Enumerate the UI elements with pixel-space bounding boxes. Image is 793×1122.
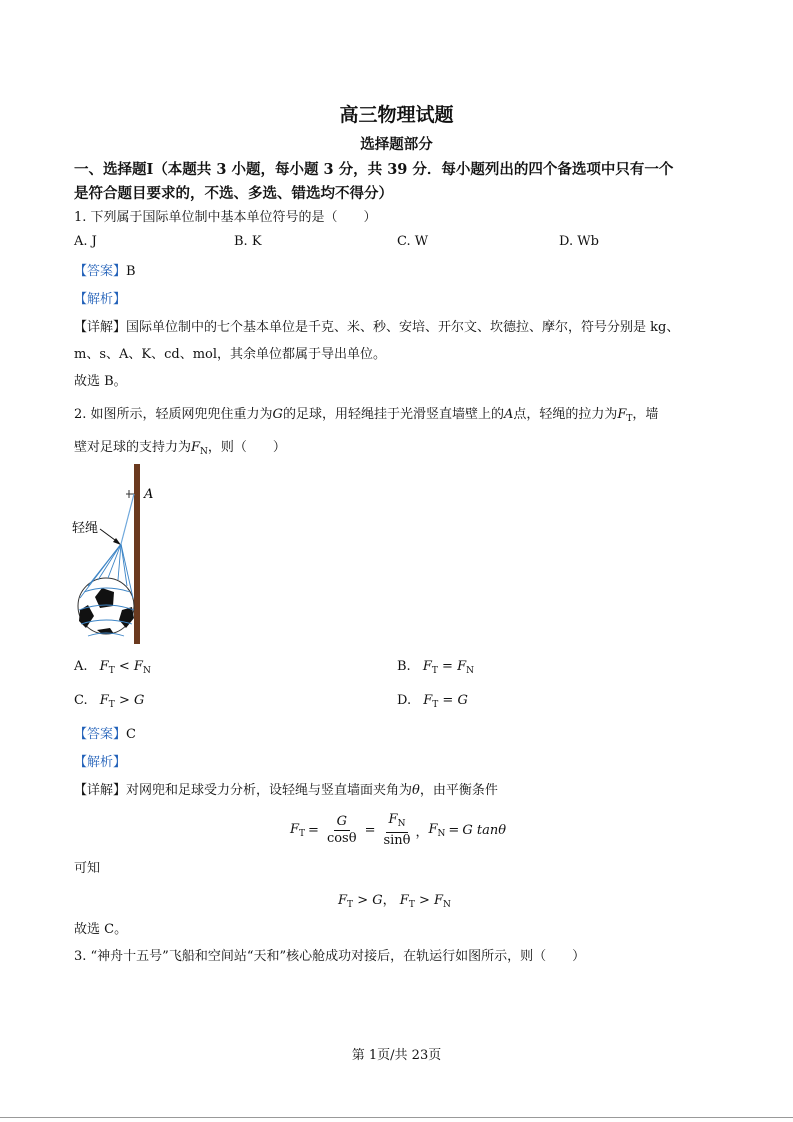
detail-text: ，由平衡条件 <box>419 783 498 798</box>
q1-option-b: B. K <box>234 234 262 249</box>
f: F <box>290 821 300 837</box>
page-title: 高三物理试题 <box>339 104 454 126</box>
eq-equals: = <box>448 822 460 838</box>
f: F <box>99 693 109 708</box>
operator: = <box>442 693 454 708</box>
sub-t: T <box>108 666 115 676</box>
rhs: G <box>457 693 468 708</box>
section-heading-line1: 一、选择题Ⅰ（本题共 3 小题，每小题 3 分，共 39 分．每小题列出的四个备选项中只有一个 <box>74 161 674 178</box>
symbol-a: A <box>503 407 514 422</box>
detail-tag: 【详解】 <box>74 320 127 335</box>
f: F <box>191 440 201 455</box>
equation-2 <box>338 889 451 910</box>
sub-t: T <box>108 700 115 710</box>
sub-t: T <box>432 700 439 710</box>
q1-conclusion: 故选 B。 <box>74 374 127 389</box>
f: F <box>434 893 444 908</box>
page-subtitle: 选择题部分 <box>360 136 433 153</box>
net-line <box>118 544 121 580</box>
sub-t: T <box>408 900 415 910</box>
q1-option-c: C. W <box>397 234 429 249</box>
sub-t: T <box>347 900 354 910</box>
eq-frac-fn-sin <box>380 812 413 849</box>
rhs-sub: N <box>142 666 151 676</box>
eq-frac-g-cos <box>324 814 360 847</box>
answer-value: C <box>126 727 136 742</box>
sub-t: T <box>431 666 438 676</box>
q1-option-a: A. J <box>74 234 97 249</box>
f: F <box>338 893 348 908</box>
sub-n: N <box>443 900 451 910</box>
rhs: F <box>457 659 467 674</box>
q2-kezhi: 可知 <box>74 861 101 876</box>
symbol-theta: θ <box>412 783 420 798</box>
eq-fn <box>429 822 446 839</box>
q1-analysis-tag: 【解析】 <box>74 292 127 307</box>
q2-stem-line2 <box>74 436 286 457</box>
rhs-sub: N <box>466 666 474 676</box>
frac-den: sinθ <box>383 832 411 848</box>
q2-answer <box>74 723 136 742</box>
q1-detail-line1 <box>74 316 679 335</box>
q2-stem-line1 <box>74 403 658 424</box>
q1-stem: 1. 下列属于国际单位制中基本单位符号的是（ ） <box>74 210 377 225</box>
stem-text: 2. 如图所示，轻质网兜兜住重力为 <box>74 407 273 422</box>
q2-figure <box>66 460 166 646</box>
f: F <box>388 811 398 827</box>
f: F <box>423 693 433 708</box>
operator: = <box>442 659 453 674</box>
eq-equals: = <box>364 822 376 838</box>
wall <box>134 464 140 644</box>
stem-text: ，则（ ） <box>207 440 286 455</box>
symbol-g: G <box>272 407 283 422</box>
eq-lhs <box>290 822 305 839</box>
q1-answer <box>74 260 136 279</box>
section-heading-line2: 是符合题目要求的，不选、多选、错选均不得分） <box>74 185 393 202</box>
frac-num: G <box>334 814 350 831</box>
comma: ， <box>382 893 396 908</box>
stem-text: 点，轻绳的拉力为 <box>513 407 618 422</box>
option-letter: D. <box>397 693 412 708</box>
symbol-ft <box>617 407 632 422</box>
q2-detail-line1 <box>74 779 498 798</box>
rhs: F <box>133 659 143 674</box>
sub-t: T <box>626 414 633 424</box>
option-expr <box>100 659 151 674</box>
sub-n: N <box>437 828 446 839</box>
stem-text: 的足球，用轻绳挂于光滑竖直墙壁上的 <box>282 407 504 422</box>
comma: ， <box>415 824 429 840</box>
option-expr <box>423 659 474 674</box>
detail-text: 国际单位制中的七个基本单位是千克、米、秒、安培、开尔文、坎德拉、摩尔，符号分别是 kg、 <box>126 320 680 335</box>
label-rope: 轻绳 <box>72 521 99 536</box>
footer-divider <box>0 1117 793 1118</box>
f: F <box>99 659 109 674</box>
q2-option-c <box>74 693 144 710</box>
answer-value: B <box>126 264 136 279</box>
q3-stem: 3. “神舟十五号”飞船和空间站“天和”核心舱成功对接后，在轨运行如图所示，则（ ） <box>74 949 586 964</box>
stem-text: ，墙 <box>632 407 659 422</box>
rhs: G <box>134 693 145 708</box>
q1-option-d: D. Wb <box>559 234 599 249</box>
detail-tag: 【详解】 <box>74 783 127 798</box>
rope <box>121 494 134 544</box>
g: G <box>372 893 383 908</box>
q2-analysis-tag: 【解析】 <box>74 755 127 770</box>
q2-option-d <box>397 693 468 710</box>
option-letter: A. <box>74 659 88 674</box>
eq-equals: = <box>308 822 319 838</box>
sub-t: T <box>299 828 306 839</box>
f: F <box>422 659 432 674</box>
sub-n: N <box>200 447 208 457</box>
answer-tag: 【答案】 <box>74 727 127 742</box>
f: F <box>399 893 409 908</box>
f: F <box>617 407 627 422</box>
q1-detail-line2: m、s、A、K、cd、mol，其余单位都属于导出单位。 <box>74 347 387 362</box>
eq-tan: G tanθ <box>462 822 507 838</box>
f: F <box>428 821 438 837</box>
option-expr <box>423 693 468 708</box>
q2-option-a <box>74 659 151 676</box>
operator: > <box>418 893 430 908</box>
football <box>78 578 134 634</box>
symbol-fn <box>191 440 208 455</box>
option-expr <box>100 693 145 708</box>
operator: > <box>357 893 369 908</box>
sub-n: N <box>397 818 406 829</box>
answer-tag: 【答案】 <box>74 264 127 279</box>
frac-den: cosθ <box>326 830 357 846</box>
detail-text: 对网兜和足球受力分析，设轻绳与竖直墙面夹角为 <box>126 783 413 798</box>
operator: < <box>118 659 130 674</box>
stem-text: 壁对足球的支持力为 <box>74 440 192 455</box>
label-a: A <box>144 487 154 502</box>
option-letter: B. <box>397 659 411 674</box>
operator: > <box>118 693 130 708</box>
q2-option-b <box>397 659 474 676</box>
equation-1 <box>290 810 506 850</box>
option-letter: C. <box>74 693 88 708</box>
frac-num <box>386 812 409 833</box>
page-number: 第 1页/共 23页 <box>351 1048 442 1063</box>
q2-conclusion: 故选 C。 <box>74 922 128 937</box>
